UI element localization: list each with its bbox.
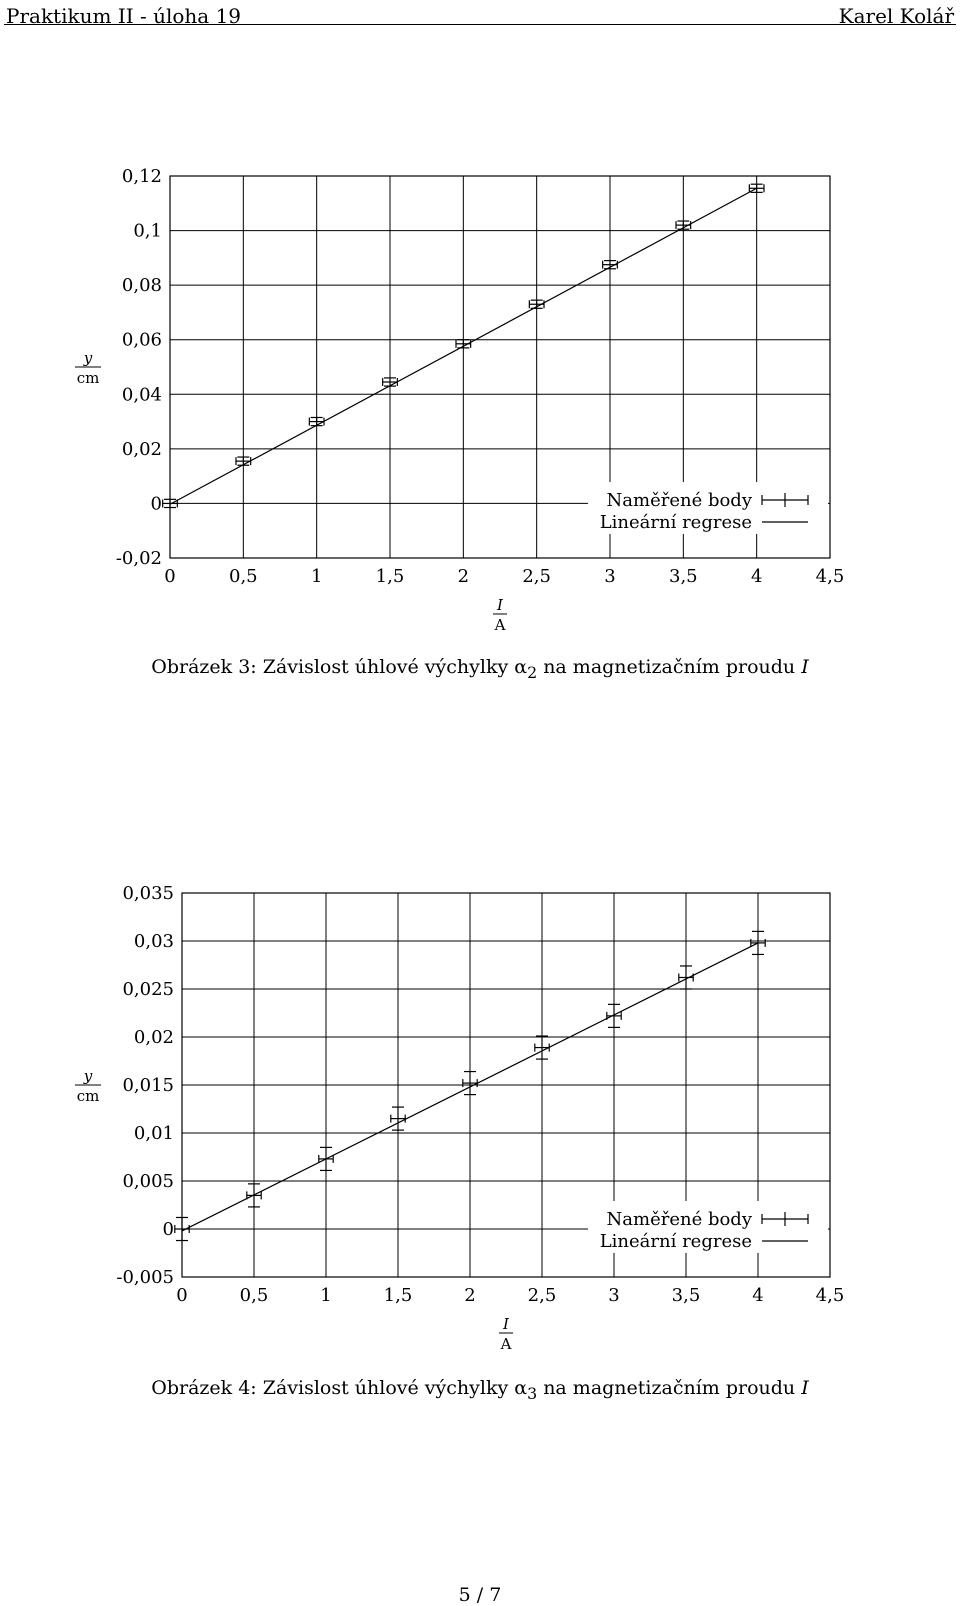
caption-text: Obrázek 3: Závislost úhlové výchylky α [151, 656, 528, 678]
x-tick-label: 1 [310, 566, 323, 587]
x-tick-label: 3 [604, 566, 616, 587]
x-tick-label: 4,5 [815, 566, 845, 587]
x-axis-label-num: I [503, 1315, 509, 1333]
x-tick-label: 0 [176, 1285, 188, 1306]
data-point [607, 1004, 621, 1027]
data-point [309, 417, 324, 425]
y-tick-label: 0,02 [121, 438, 162, 460]
y-tick-label: 0,025 [122, 979, 174, 1000]
y-axis-label-num: y [83, 1067, 93, 1085]
x-axis-label-den: A [500, 1335, 512, 1353]
x-tick-label: 4 [750, 566, 763, 587]
data-point [679, 966, 693, 989]
y-tick-label: 0,12 [121, 166, 162, 187]
header-rule [4, 24, 956, 25]
y-tick-label: 0,03 [133, 931, 174, 952]
x-tick-label: 3 [608, 1285, 620, 1306]
legend [588, 1201, 828, 1253]
header-title: Praktikum II - úloha 19 [6, 4, 242, 28]
y-tick-label: 0,005 [122, 1171, 174, 1192]
figure-4-caption [0, 1377, 960, 1403]
caption-variable: I [801, 656, 809, 678]
figure-4-chart [0, 865, 960, 1385]
y-tick-label: 0,06 [121, 329, 162, 351]
y-axis-label-num: y [83, 349, 93, 367]
y-tick-label: -0,005 [116, 1267, 174, 1288]
x-tick-label: 3,5 [669, 566, 698, 587]
legend-label-points: Naměřené body [606, 490, 752, 511]
x-tick-label: 1,5 [383, 1285, 413, 1306]
y-tick-label: 0,1 [133, 220, 162, 242]
x-tick-label: 2,5 [522, 566, 551, 587]
caption-text-suffix: na magnetizačním proudu [537, 1377, 802, 1399]
x-axis-label-den: A [494, 616, 506, 634]
y-tick-label: 0,04 [121, 384, 162, 406]
caption-variable: I [801, 1377, 809, 1399]
x-tick-label: 1 [320, 1285, 332, 1306]
x-tick-label: 0,5 [229, 566, 258, 587]
x-tick-label: 3,5 [671, 1285, 701, 1306]
figure-3-chart [0, 150, 960, 780]
page-header [0, 0, 960, 26]
data-point [236, 457, 251, 465]
x-tick-label: 2,5 [527, 1285, 557, 1306]
caption-text: Obrázek 4: Závislost úhlové výchylky α [151, 1377, 528, 1399]
y-tick-label: 0 [150, 493, 162, 515]
caption-subscript: 3 [527, 1383, 538, 1403]
y-tick-label: 0,02 [133, 1027, 174, 1048]
page-number: 5 / 7 [458, 1584, 502, 1606]
x-tick-label: 0 [164, 566, 176, 587]
caption-text-suffix: na magnetizačním proudu [537, 656, 802, 678]
x-tick-label: 1,5 [375, 566, 405, 587]
x-tick-label: 2 [464, 1285, 476, 1306]
y-axis-label-den: cm [76, 1087, 100, 1105]
y-tick-label: 0 [162, 1219, 174, 1240]
legend-label-line: Lineární regrese [599, 1231, 752, 1252]
caption-subscript: 2 [527, 662, 538, 682]
x-tick-label: 4,5 [815, 1285, 845, 1306]
y-tick-label: 0,01 [133, 1123, 174, 1144]
data-point [463, 1072, 477, 1095]
x-tick-label: 0,5 [239, 1285, 269, 1306]
header-author: Karel Kolář [838, 4, 954, 28]
legend-label-line: Lineární regrese [599, 512, 752, 533]
x-tick-label: 2 [457, 566, 470, 587]
x-axis-label-num: I [497, 596, 503, 614]
figure-3-caption [0, 656, 960, 682]
data-point [163, 499, 178, 507]
data-point [391, 1107, 405, 1130]
y-tick-label: 0,035 [122, 883, 174, 904]
legend [588, 482, 828, 534]
y-axis-label-den: cm [76, 369, 100, 387]
y-tick-label: 0,08 [121, 275, 162, 297]
data-point [383, 378, 398, 386]
y-tick-label: 0,015 [122, 1075, 174, 1096]
y-tick-label: -0,02 [115, 548, 162, 569]
legend-label-points: Naměřené body [606, 1209, 752, 1230]
data-point [535, 1036, 549, 1059]
x-tick-label: 4 [752, 1285, 764, 1306]
